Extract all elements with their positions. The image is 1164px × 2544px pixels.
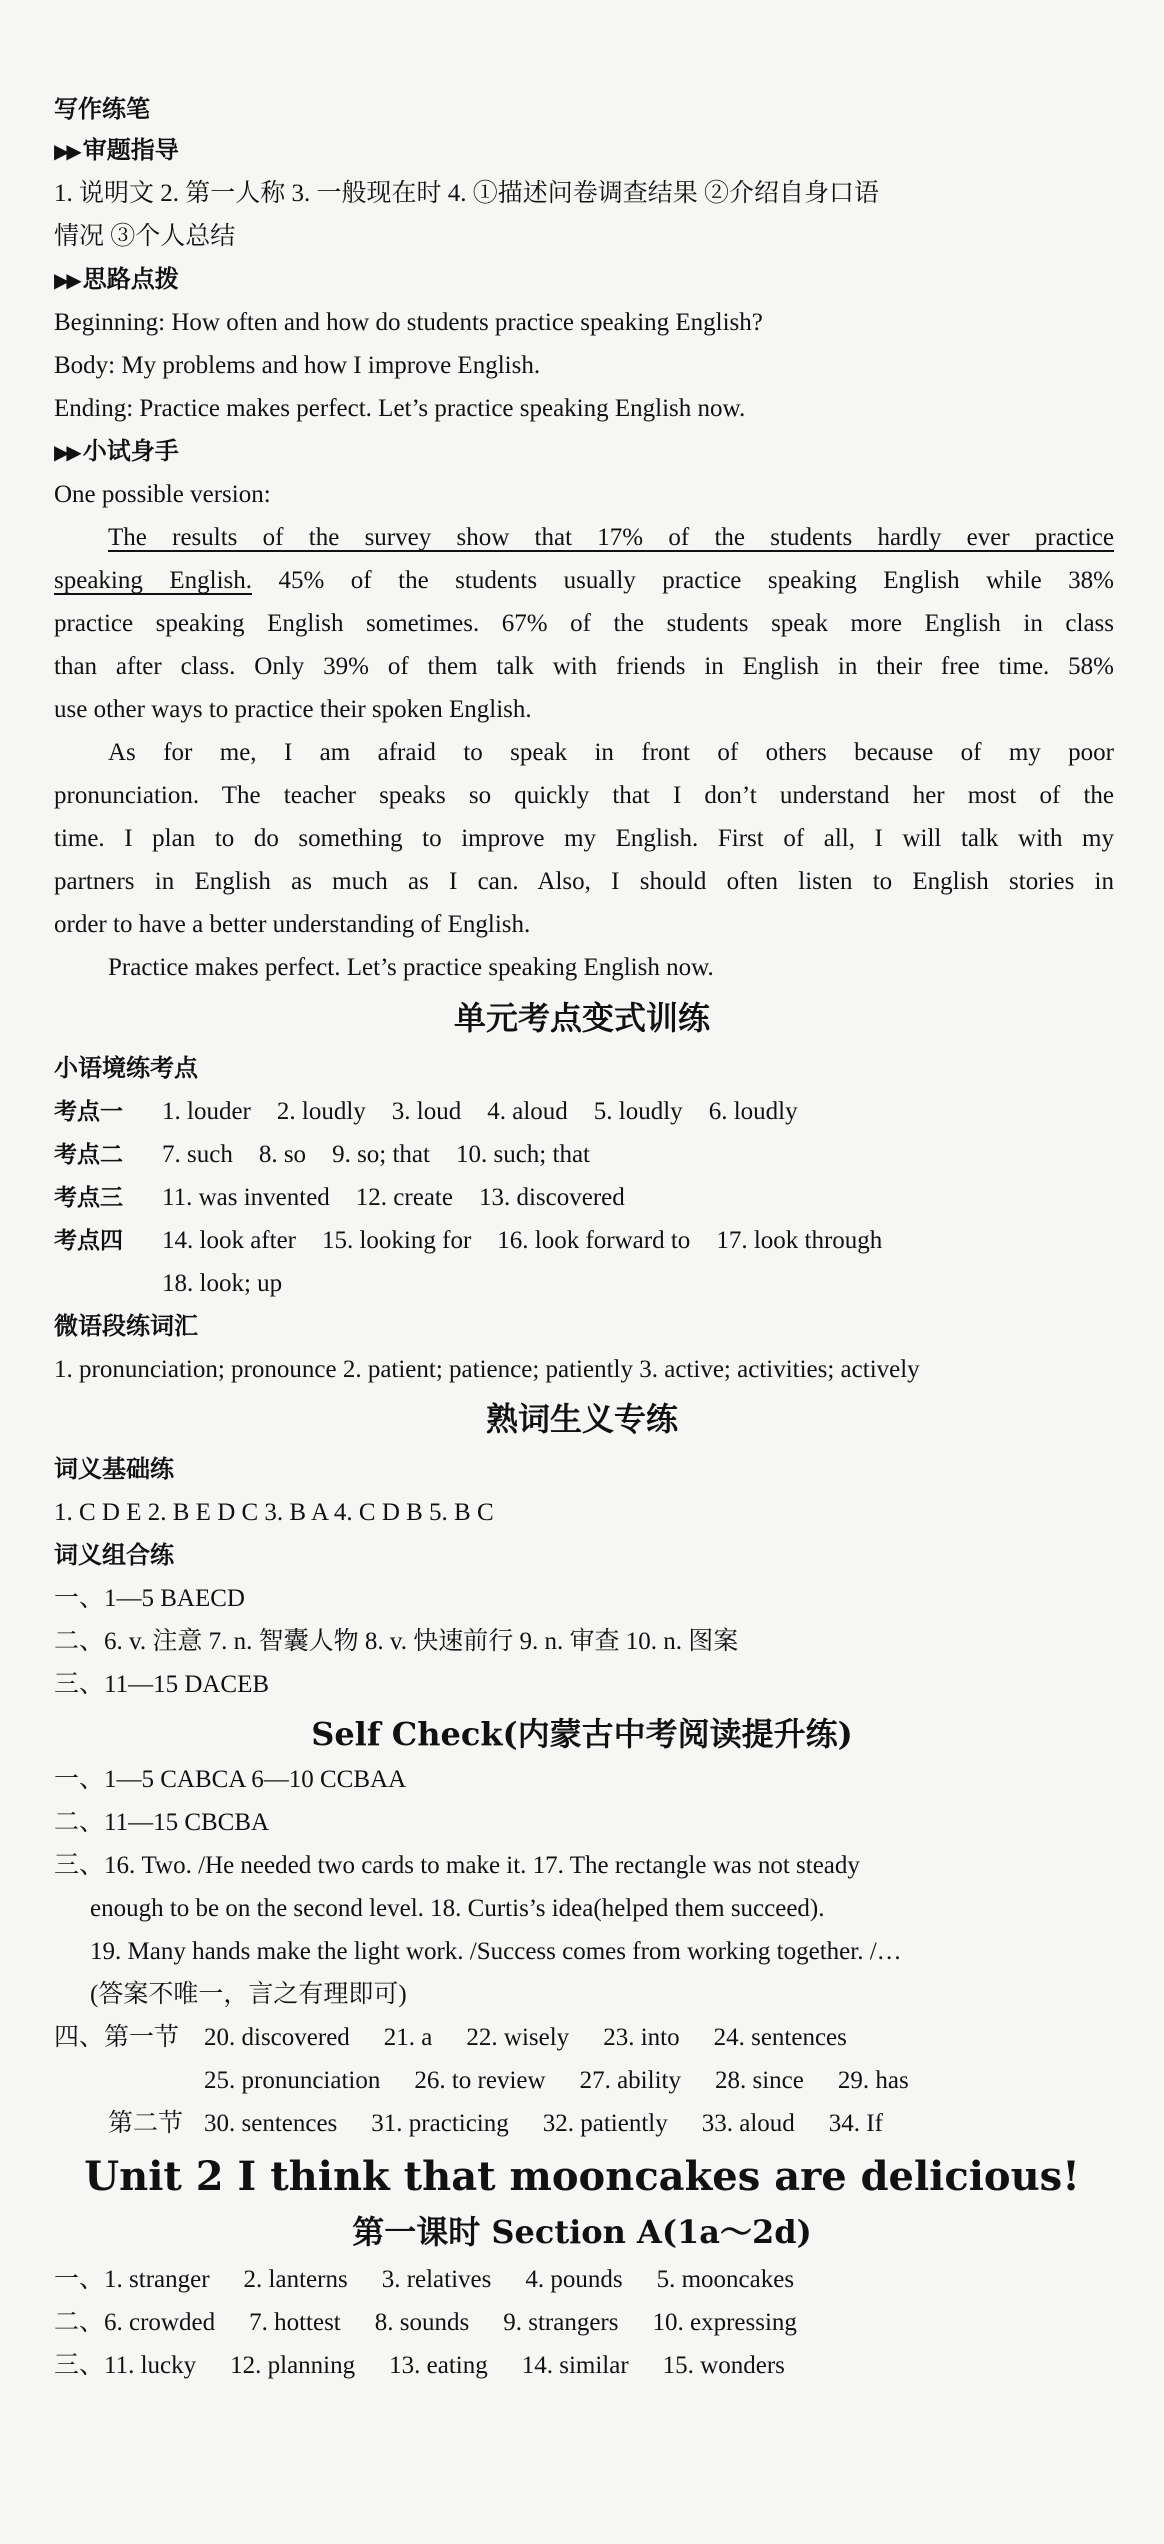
answer-item: 12. create [355,1184,453,1211]
outline-beginning: Beginning: How often and how do students practice speaking English? [54,309,763,336]
answer-item: 27. ability [579,2067,681,2094]
answer-item: 8. so [258,1141,307,1168]
answer-item: 14. similar [521,2352,629,2379]
self-check-line-3b: enough to be on the second level. 18. Curtis’s idea(helped them succeed). [90,1895,825,1922]
point4-label: 考点四 [54,1228,123,1254]
answer-item: 6. loudly [708,1098,798,1125]
answer-item: 13. discovered [478,1184,625,1211]
essay-p2-line4: partners in English as much as I can. Also, I should often listen to English stories in [54,868,1114,895]
self-check-line-4b [204,2063,1164,2099]
answer-item: 7. such [162,1141,233,1168]
essay-p2-line5: order to have a better understanding of English. [54,911,531,938]
answer-item: 11. lucky [104,2352,197,2379]
answer-item: 10. such; that [455,1141,590,1168]
vocab-line: 1. pronunciation; pronounce 2. patient; patience; patiently 3. active; activities; actively [54,1356,920,1383]
answer-item: 7. hottest [249,2309,341,2336]
row-label: 二、 [54,2309,105,2336]
answer-item: 6. crowded [104,2309,216,2336]
self-check-line-3d: (答案不唯一，言之有理即可) [90,1981,407,2008]
answer-item: 22. wisely [466,2024,570,2051]
section-label: 第二节 [108,2110,184,2137]
unit2-row-1 [54,2262,1114,2298]
self-check-line-5 [108,2106,1164,2142]
answer-item: 23. into [603,2024,680,2051]
self-check-line-1: 一、1—5 CABCA 6—10 CCBAA [54,1766,407,1793]
outline-heading-label: 思路点拨 [82,265,179,293]
answer-item: 33. aloud [701,2110,795,2137]
essay-p1-line2 [54,563,1114,599]
writing-heading: 写作练笔 [54,95,150,123]
answer-item: 2. loudly [276,1098,366,1125]
version-label: One possible version: [54,481,271,508]
answer-item: 21. a [383,2024,433,2051]
triangle-bullet-icon: ▶▶ [54,139,79,163]
row-label: 三、 [54,2352,105,2379]
point4-row [54,1223,1114,1259]
self-check-line-4 [54,2020,1114,2056]
unit-test-title: 单元考点变式训练 [453,999,710,1037]
essay-p1-line4: than after class. Only 39% of them talk with friends in English in their free time. 58% [54,653,1114,680]
point3-label: 考点三 [54,1185,123,1211]
answer-item: 32. patiently [542,2110,668,2137]
answer-item: 17. look through [716,1227,883,1254]
answer-item: 31. practicing [371,2110,509,2137]
try-heading-label: 小试身手 [82,437,179,465]
answer-item: 24. sentences [713,2024,847,2051]
essay-underlined-sentence: speaking English. [54,567,252,594]
answer-item: 5. loudly [593,1098,683,1125]
vocab-heading: 微语段练词汇 [54,1312,198,1340]
combo-heading: 词义组合练 [54,1541,174,1569]
answer-item: 3. loud [391,1098,462,1125]
outline-body: Body: My problems and how I improve English. [54,352,541,379]
try-heading [54,434,179,469]
answer-item: 4. pounds [525,2266,623,2293]
guide-line-2: 情况 ③个人总结 [54,223,236,250]
essay-p1-line3: practice speaking English sometimes. 67% of the students speak more English in class [54,610,1114,637]
point3-row [54,1180,1114,1216]
answer-item: 10. expressing [652,2309,797,2336]
essay-p1-line5: use other ways to practice their spoken English. [54,696,532,723]
point1-row [54,1094,1114,1130]
answer-item: 16. look forward to [497,1227,691,1254]
essay-p1-line1: The results of the survey show that 17% of the students hardly ever practice [108,524,1114,551]
answer-item: 12. planning [230,2352,356,2379]
basic-line: 1. C D E 2. B E D C 3. B A 4. C D B 5. B C [54,1499,494,1526]
triangle-bullet-icon: ▶▶ [54,268,79,292]
guide-heading [54,133,179,168]
answer-item: 30. sentences [204,2110,338,2137]
answer-item: 2. lanterns [243,2266,348,2293]
section-label: 四、第一节 [54,2024,180,2051]
self-check-line-3c: 19. Many hands make the light work. /Success comes from working together. /… [90,1938,902,1965]
self-check-title: Self Check(内蒙古中考阅读提升练) [311,1715,853,1753]
answer-item: 15. looking for [321,1227,472,1254]
triangle-bullet-icon: ▶▶ [54,440,79,464]
answer-item: 25. pronunciation [204,2067,381,2094]
essay-p2-line1: As for me, I am afraid to speak in front of others because of my poor [108,739,1114,766]
guide-heading-label: 审题指导 [82,136,179,164]
point1-label: 考点一 [54,1099,123,1125]
essay-p2-line2: pronunciation. The teacher speaks so quickly that I don’t understand her most of the [54,782,1114,809]
basic-heading: 词义基础练 [54,1455,174,1483]
answer-item: 11. was invented [162,1184,330,1211]
answer-item: 34. If [828,2110,883,2137]
answer-item: 26. to review [414,2067,546,2094]
unit2-row-3 [54,2348,1114,2384]
answer-item: 8. sounds [374,2309,470,2336]
unit2-row-2 [54,2305,1114,2341]
answer-item: 20. discovered [204,2024,350,2051]
answer-item: 29. has [837,2067,909,2094]
answer-item: 9. so; that [332,1141,430,1168]
essay-p1-line2-rest: 45% of the students usually practice speaking English while 38% [252,567,1114,594]
answer-item: 13. eating [389,2352,488,2379]
essay-p2-line3: time. I plan to do something to improve my English. First of all, I will talk with my [54,825,1114,852]
answer-item: 1. stranger [104,2266,210,2293]
outline-ending: Ending: Practice makes perfect. Let’s practice speaking English now. [54,395,746,422]
combo-line-2: 二、6. v. 注意 7. n. 智囊人物 8. v. 快速前行 9. n. 审查 10. n. 图案 [54,1628,739,1655]
outline-heading [54,262,179,297]
answer-item: 1. louder [162,1098,251,1125]
familiar-words-title: 熟词生义专练 [485,1400,678,1438]
answer-item: 3. relatives [381,2266,492,2293]
self-check-line-2: 二、11—15 CBCBA [54,1809,270,1836]
unit2-title: Unit 2 I think that mooncakes are delicious! [84,2153,1080,2200]
answer-item: 15. wonders [662,2352,785,2379]
point2-label: 考点二 [54,1142,123,1168]
answer-item: 5. mooncakes [656,2266,795,2293]
answer-item: 14. look after [162,1227,296,1254]
self-check-line-3a: 三、16. Two. /He needed two cards to make it. 17. The rectangle was not steady [54,1852,860,1879]
guide-line-1: 1. 说明文 2. 第一人称 3. 一般现在时 4. ①描述问卷调查结果 ②介绍自身口语 [54,180,880,207]
combo-line-3: 三、11—15 DACEB [54,1671,270,1698]
row-label: 一、 [54,2266,105,2293]
essay-p3-line1: Practice makes perfect. Let’s practice speaking English now. [108,954,714,981]
answer-item: 28. since [714,2067,804,2094]
context-heading: 小语境练考点 [54,1054,198,1082]
point4-continued: 18. look; up [162,1270,283,1297]
point2-row [54,1137,1114,1173]
answer-item: 9. strangers [503,2309,619,2336]
lesson-title: 第一课时 Section A(1a～2d) [352,2213,812,2251]
combo-line-1: 一、1—5 BAECD [54,1585,245,1612]
answer-item: 4. aloud [487,1098,568,1125]
